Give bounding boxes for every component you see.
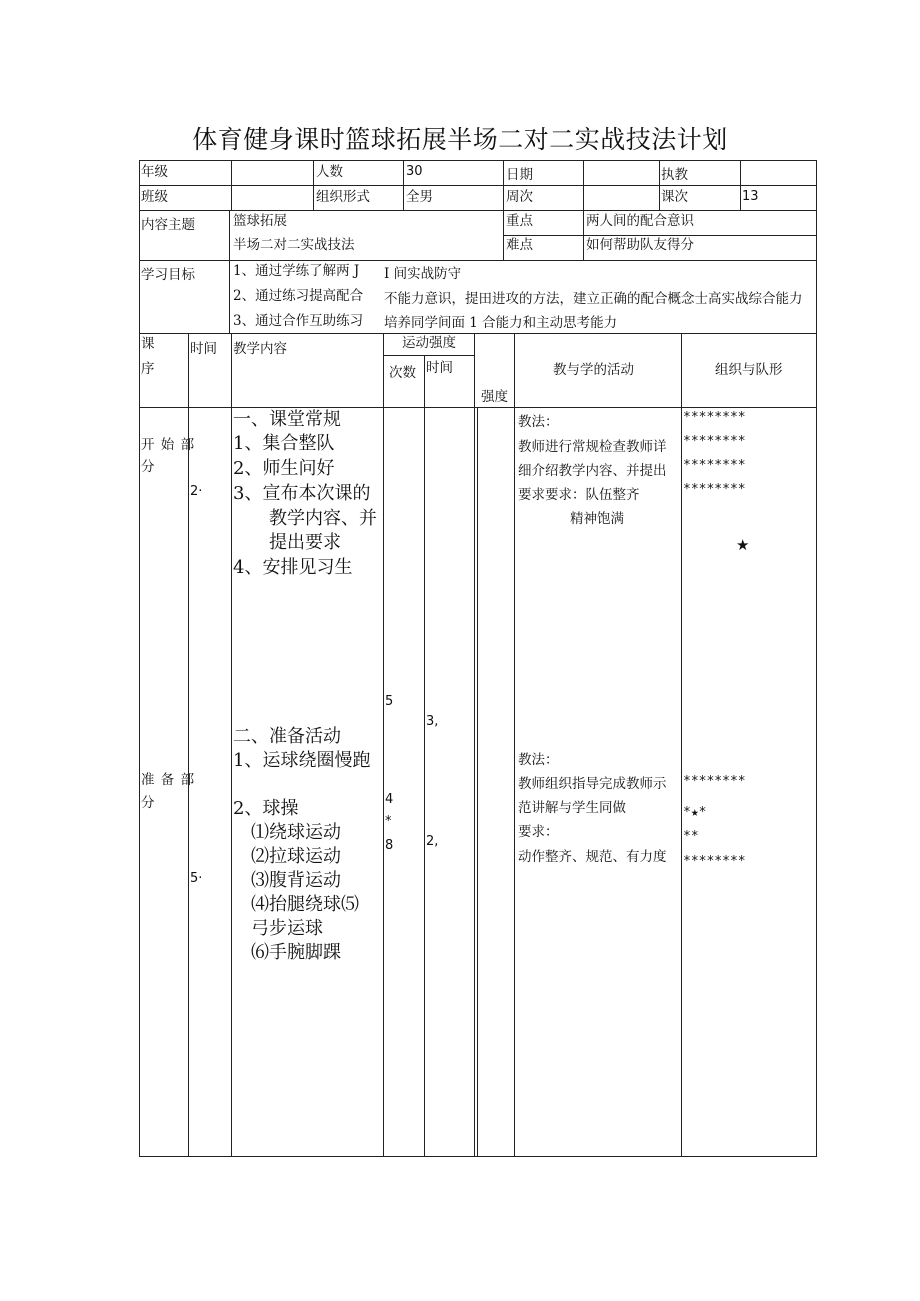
topic-line-1: 篮球拓展 (233, 213, 287, 229)
part1-activity-line: 要求要求：队伍整齐 (518, 487, 640, 503)
col-content: 教学内容 (233, 341, 287, 357)
goal-label: 学习目标 (141, 267, 195, 283)
col-time: 时间 (190, 341, 217, 357)
part2-name-1: 准 备 部 (141, 772, 196, 788)
formation-stars: *★* (683, 805, 707, 820)
difficulty-label: 难点 (506, 237, 533, 253)
part2-content-line: 二、准备活动 (233, 726, 341, 747)
goal-cont: I 间实战防守 (384, 266, 462, 282)
part1-activity-line: 教法： (518, 414, 559, 430)
part2-content-line: ⑷抬腿绕球⑸ (251, 894, 359, 915)
part2-name-2: 分 (141, 795, 155, 811)
lesson-no-value: 13 (742, 189, 759, 204)
col-activities: 教与学的活动 (553, 362, 634, 378)
class-label: 班级 (141, 189, 168, 205)
part2-content-line: ⑵拉球运动 (251, 846, 341, 867)
col-reps: 次数 (389, 365, 416, 381)
col-duration: 时间 (426, 360, 453, 376)
part2-time: 5· (190, 871, 203, 886)
part1-content-line: 教学内容、并 (269, 508, 377, 529)
people-label: 人数 (316, 164, 343, 180)
part1-content-line: 一、课堂常规 (233, 409, 341, 430)
part1-time: 2· (190, 484, 203, 499)
part2-activity-line: 动作整齐、规范、有力度 (518, 849, 667, 865)
part2-activity-line: 教法： (518, 752, 559, 768)
part2-content-line: 2、球操 (233, 798, 299, 819)
goal-item: 2、通过练习提高配合 (233, 288, 364, 304)
part1-content-line: 3、宣布本次课的 (233, 483, 371, 504)
part2-activity-line: 教师组织指导完成教师示 (518, 776, 667, 792)
formation-stars: ******** (683, 434, 746, 449)
people-value: 30 (406, 164, 423, 179)
goal-cont: 不能力意识，提田进攻的方法，建立正确的配合概念士高实战综合能力 (384, 291, 803, 307)
part2-content-line: ⑹手腕脚踝 (251, 942, 341, 963)
col-formation: 组织与队形 (715, 362, 783, 378)
part2-reps: 8 (385, 838, 394, 853)
goal-item: 3、通过合作互助练习 (233, 313, 364, 329)
focus-label: 重点 (506, 213, 533, 229)
part1-content-line: 2、师生问好 (233, 458, 335, 479)
part2-activity-line: 范讲解与学生同做 (518, 800, 626, 816)
col-intensity: 运动强度 (402, 335, 456, 351)
part2-reps: * (385, 814, 392, 829)
part1-reps: 5 (385, 694, 394, 709)
page-title: 体育健身课时篮球拓展半场二对二实战技法计划 (192, 125, 728, 154)
goal-item: 1、通过学练了解两 J (233, 263, 360, 279)
part1-name-2: 分 (141, 459, 155, 475)
week-label: 周次 (506, 189, 533, 205)
org-label: 组织形式 (316, 189, 370, 205)
topic-line-2: 半场二对二实战技法 (233, 237, 355, 253)
difficulty-value: 如何帮助队友得分 (586, 237, 694, 253)
part2-content-line: 弓步运球 (251, 918, 323, 939)
part1-duration: 3, (426, 714, 439, 729)
topic-label: 内容主题 (141, 217, 195, 233)
formation-stars: ******** (683, 458, 746, 473)
col-strength: 强度 (481, 389, 508, 405)
part2-reps: 4 (385, 792, 394, 807)
col-section-1: 课 (141, 336, 155, 352)
part1-content-line: 1、集合整队 (233, 433, 335, 454)
teacher-star-icon: ★ (736, 536, 750, 554)
focus-value: 两人间的配合意识 (586, 213, 694, 229)
part2-content-line: 1、运球绕圈慢跑 (233, 750, 371, 771)
part1-name-1: 开 始 部 (141, 437, 196, 453)
part1-activity-line: 教师进行常规检查教师详 (518, 439, 667, 455)
goal-cont: 培养同学间面 1 合能力和主动思考能力 (384, 315, 618, 331)
part1-activity-line: 细介绍教学内容、并提出 (518, 463, 667, 479)
part1-content-line: 4、安排见习生 (233, 557, 353, 578)
grade-label: 年级 (141, 164, 168, 180)
formation-stars: ******** (683, 854, 746, 869)
org-value: 全男 (406, 189, 433, 205)
part1-content-line: 提出要求 (269, 532, 341, 553)
teacher-label: 执教 (661, 167, 688, 183)
formation-stars: ******** (683, 482, 746, 497)
col-section-2: 序 (141, 361, 155, 377)
lesson-no-label: 课次 (661, 189, 688, 205)
part2-content-line: ⑶腹背运动 (251, 870, 341, 891)
formation-stars: ******** (683, 774, 746, 789)
part2-duration: 2, (426, 834, 439, 849)
part2-activity-line: 要求： (518, 824, 559, 840)
formation-stars: ******** (683, 410, 746, 425)
date-label: 日期 (506, 167, 533, 183)
part2-content-line: ⑴绕球运动 (251, 822, 341, 843)
part1-activity-line: 精神饱满 (570, 511, 624, 527)
formation-stars: ** (683, 829, 699, 844)
